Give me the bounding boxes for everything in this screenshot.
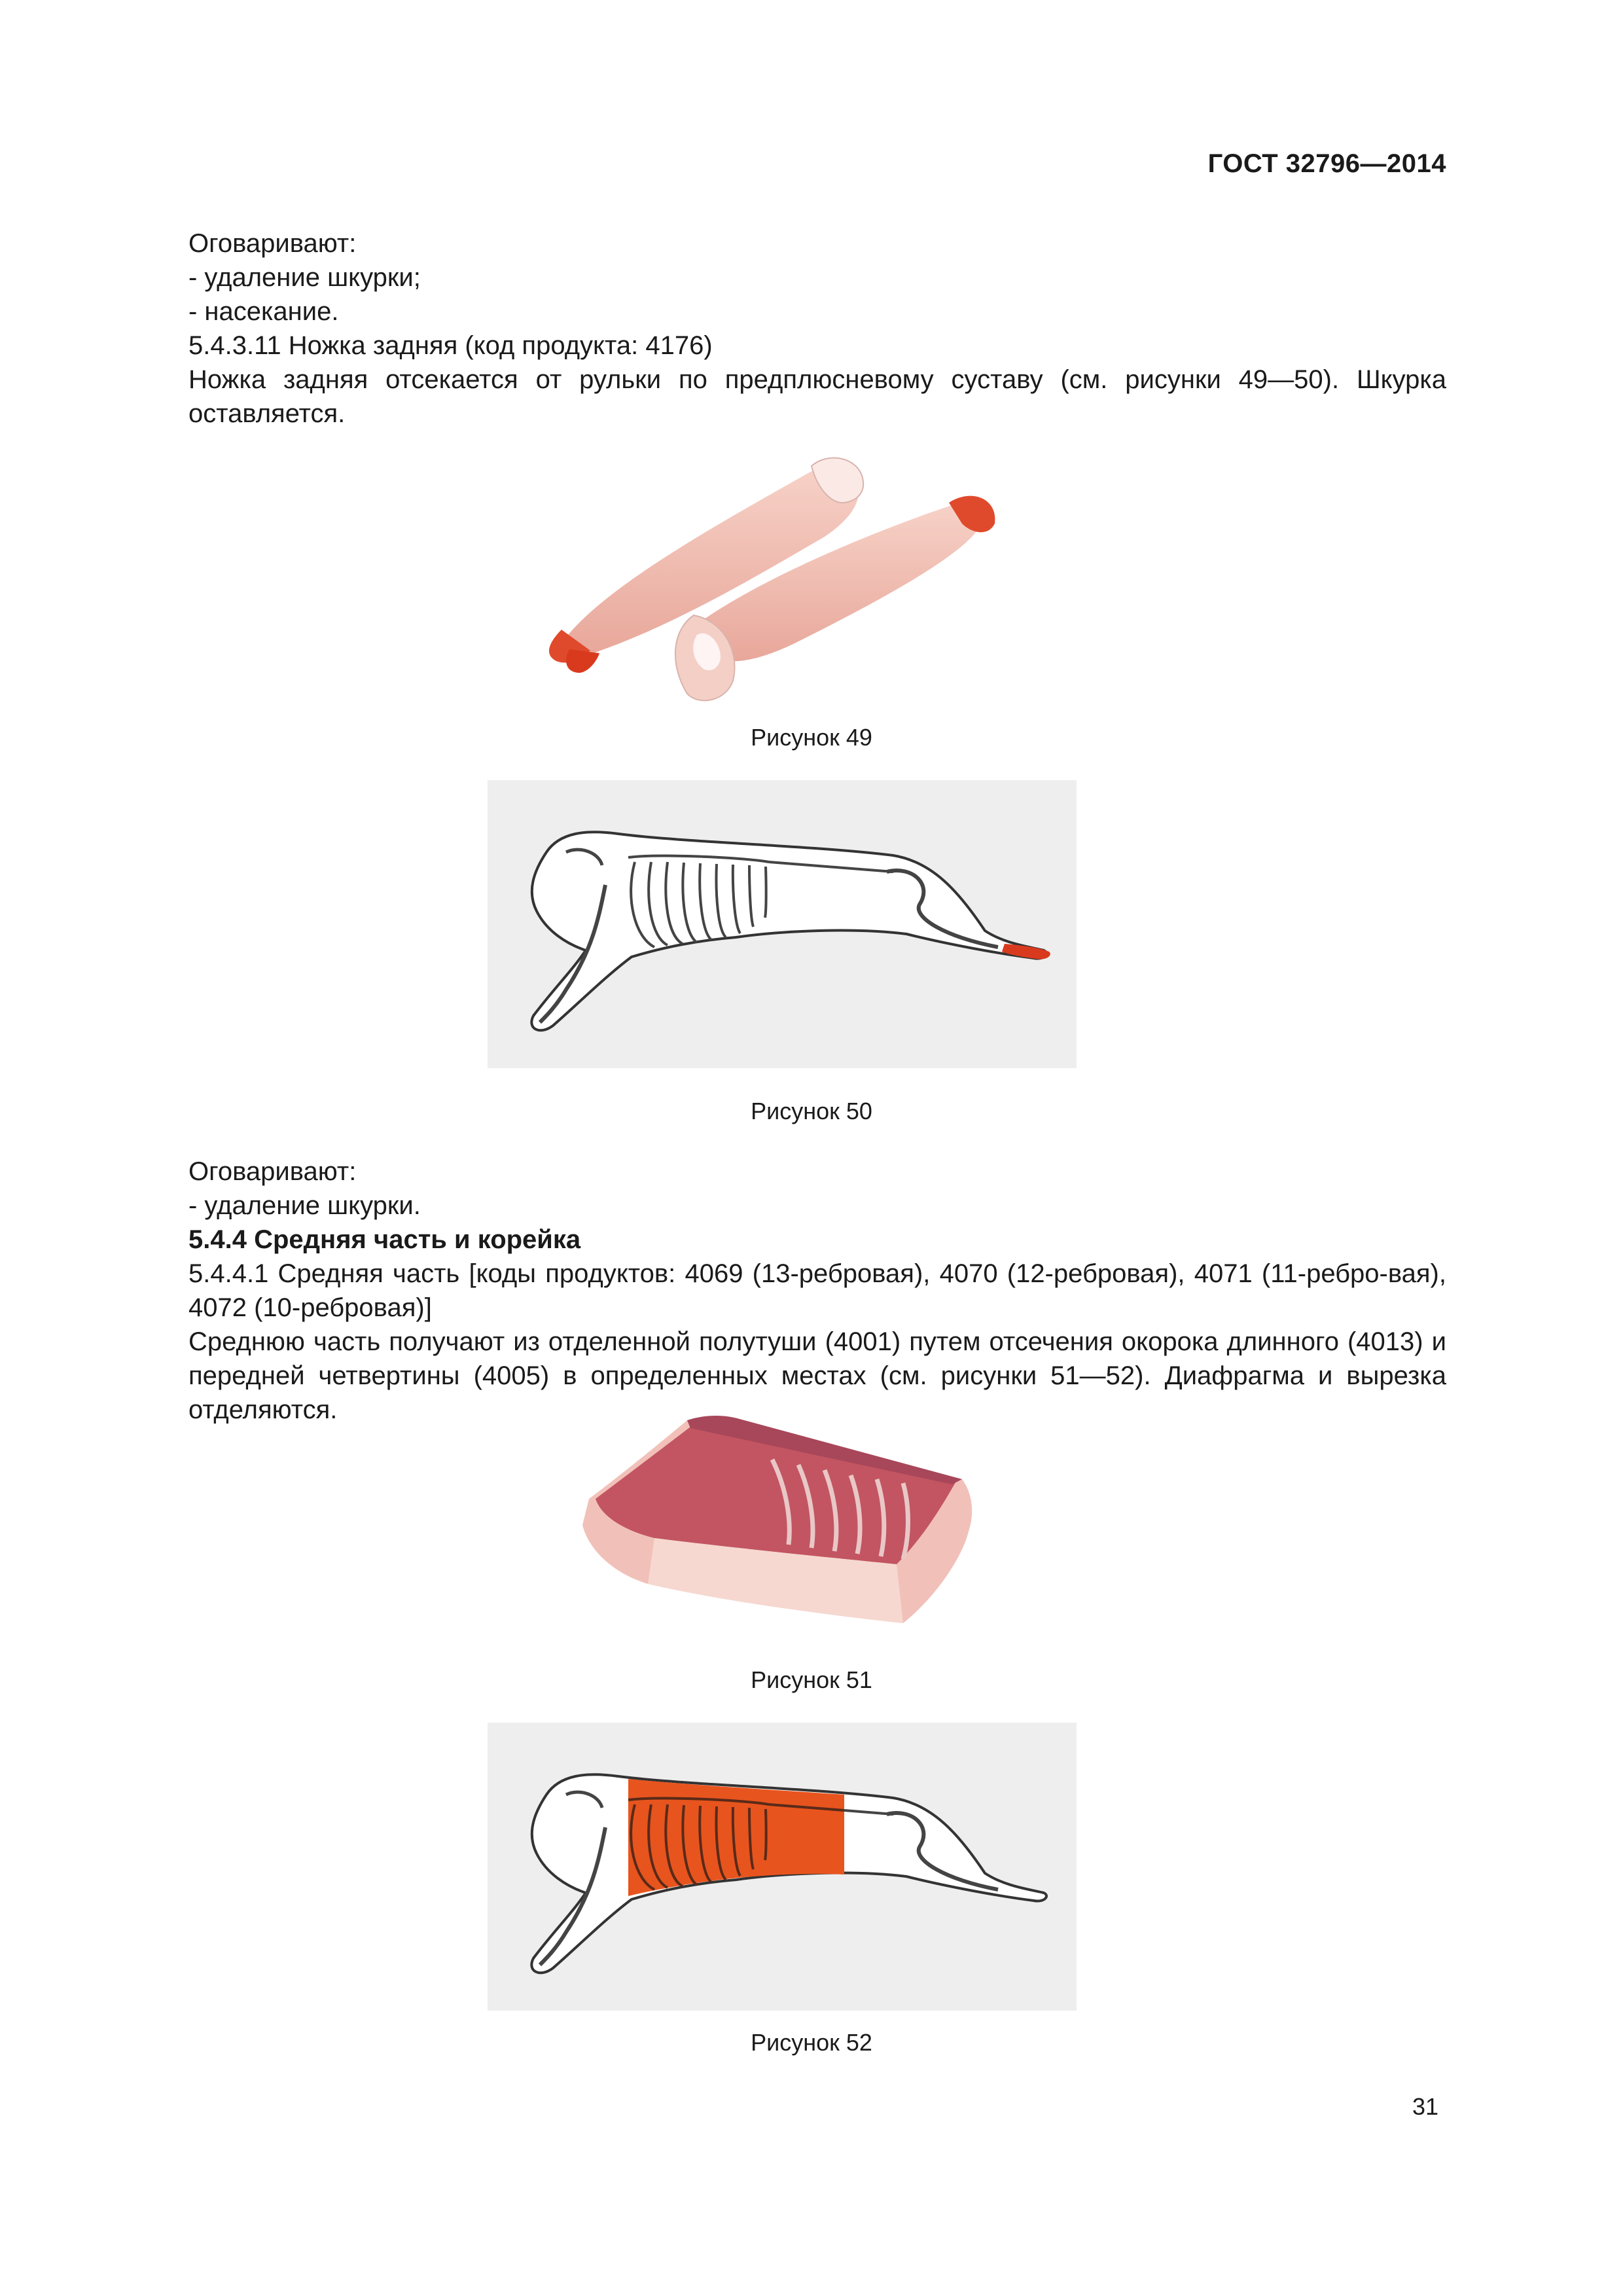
section-title-hind-foot: 5.4.3.11 Ножка задняя (код продукта: 4176) bbox=[188, 331, 713, 360]
figure-51-image bbox=[569, 1407, 988, 1643]
text-block-2 bbox=[118, 1155, 1446, 1427]
figure-51-caption: Рисунок 51 bbox=[751, 1666, 872, 1693]
pig-feet-illustration bbox=[537, 425, 1021, 713]
paragraph-stipulate-2: Оговаривают: bbox=[188, 1157, 357, 1186]
section-heading-middle-and-loin: 5.4.4 Средняя часть и корейка bbox=[188, 1225, 581, 1254]
figure-49-image bbox=[537, 425, 1021, 713]
text-block-1 bbox=[118, 226, 1446, 431]
carcass-diagram-hind-foot bbox=[488, 780, 1077, 1068]
figure-49-caption: Рисунок 49 bbox=[751, 724, 872, 751]
figure-52-caption: Рисунок 52 bbox=[751, 2029, 872, 2056]
carcass-diagram-middle-part bbox=[488, 1723, 1077, 2011]
page-number: 31 bbox=[1412, 2093, 1438, 2120]
figure-52-image bbox=[488, 1723, 1077, 2011]
list-item-skin-removal-2: - удаление шкурки. bbox=[188, 1191, 421, 1220]
paragraph-middle-part-description: Среднюю часть получают из отделенной полутуши (4001) путем отсечения окорока длинного (4013) и передней четвертины (4005) в определенных местах (см. рисунки 51—52). Диафрагма и вырезка отделяются. bbox=[188, 1327, 1446, 1424]
paragraph-stipulate: Оговаривают: bbox=[188, 229, 357, 258]
figure-50-image bbox=[488, 780, 1077, 1068]
middle-part-meat-illustration bbox=[569, 1407, 988, 1643]
paragraph-middle-part-codes: 5.4.4.1 Средняя часть [коды продуктов: 4069 (13-ребровая), 4070 (12-ребровая), 4071 (11-ребро-вая), 4072 (10-ребровая)] bbox=[188, 1259, 1446, 1322]
document-code-header: ГОСТ 32796—2014 bbox=[1207, 149, 1446, 178]
figure-50-caption: Рисунок 50 bbox=[751, 1098, 872, 1124]
list-item-scoring: - насекание. bbox=[188, 297, 339, 326]
paragraph-hind-foot-description: Ножка задняя отсекается от рульки по предплюсневому суставу (см. рисунки 49—50). Шкурка оставляется. bbox=[188, 365, 1446, 428]
list-item-skin-removal: - удаление шкурки; bbox=[188, 263, 421, 292]
